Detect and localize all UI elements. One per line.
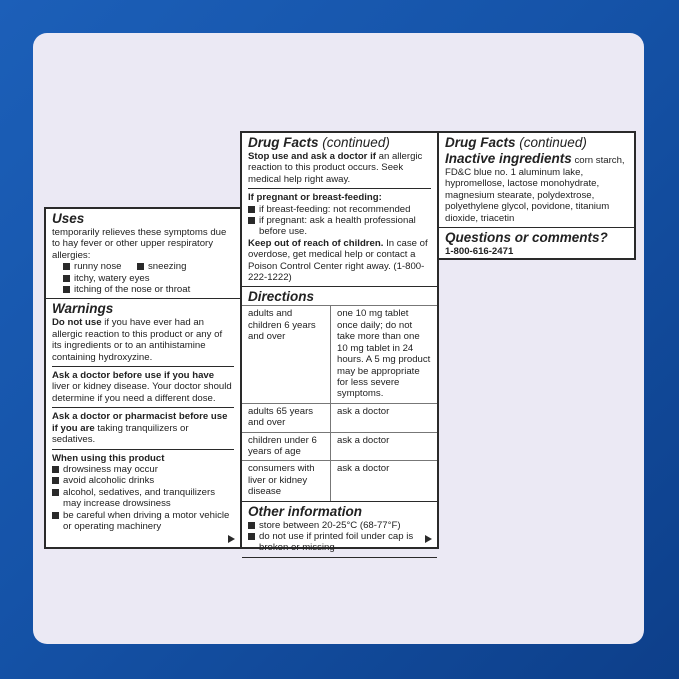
- other-information-section: [242, 502, 437, 558]
- list-item: store between 20-25°C (68-77°F): [248, 520, 431, 531]
- when-using-section: [52, 449, 234, 533]
- bullet-icon: [63, 275, 70, 282]
- bullet-icon: [248, 217, 255, 224]
- uses-bullets: [52, 261, 234, 295]
- do-not-use-text: Do not use if you have ever had an allergic reaction to this product or any of its ingredients or to an antihistamine containing hydroxyzine.: [52, 317, 223, 363]
- list-item: alcohol, sedatives, and tranquilizers may increase drowsiness: [52, 487, 234, 510]
- bullet-icon: [52, 466, 59, 473]
- bullet-icon: [63, 263, 70, 270]
- list-item: itching of the nose or throat: [63, 284, 234, 295]
- list-item: sneezing: [137, 261, 186, 272]
- warnings-heading: Warnings: [52, 301, 114, 317]
- list-item: itchy, watery eyes: [63, 273, 234, 284]
- list-item: if breast-feeding: not recommended: [248, 204, 431, 215]
- stop-use-text: Stop use and ask a doctor if an allergic reaction to this product occurs. Seek medical help right away.: [248, 151, 423, 185]
- when-using-heading: When using this product: [52, 452, 165, 464]
- questions-heading: Questions or comments?: [445, 230, 608, 246]
- table-row: adults and children 6 years and over one 10 mg tablet once daily; do not take more than one 10 mg tablet in 24 hours. A 5 mg product may be appropriate for less severe symptoms.: [242, 306, 437, 403]
- bullet-icon: [52, 477, 59, 484]
- phone-number: 1-800-616-2471: [445, 246, 514, 258]
- drug-facts-panel-middle: [240, 131, 439, 554]
- drug-facts-cont-section: [242, 133, 437, 287]
- ask-doctor-text: Ask a doctor before use if you have liver or kidney disease. Your doctor should determine if you need a different dose.: [52, 366, 234, 404]
- list-item: do not use if printed foil under cap is broken or missing: [248, 531, 431, 554]
- bullet-icon: [248, 206, 255, 213]
- drug-facts-heading: Drug Facts (continued): [445, 135, 587, 150]
- drug-facts-heading: Drug Facts (continued): [248, 135, 390, 150]
- bullet-icon: [248, 522, 255, 529]
- uses-text: temporarily relieves these symptoms due to hay fever or other upper respiratory allergies:: [52, 227, 227, 261]
- list-item: drowsiness may occur: [52, 464, 234, 475]
- continue-arrow-icon: [425, 535, 432, 543]
- directions-table: [242, 305, 437, 500]
- other-information-heading: Other information: [248, 503, 362, 519]
- keep-out-text: Keep out of reach of children. In case of overdose, get medical help or contact a Poison Control Center right away. (1-800-222-1222): [248, 237, 428, 284]
- uses-section: [46, 209, 240, 299]
- pregnant-section: If pregnant or breast-feeding: if breast-feeding: not recommended if pregnant: ask a health professional before use. Keep out of reach of children. In case of overdose, get medical help or contact a Poison Control Center right away. (1-800-222-1222): [248, 188, 431, 283]
- table-row: children under 6 years of age ask a doctor: [242, 432, 437, 461]
- drug-facts-panel-right: [437, 131, 636, 260]
- bullet-icon: [52, 489, 59, 496]
- bullet-icon: [137, 263, 144, 270]
- ask-pharmacist-text: Ask a doctor or pharmacist before use if you are taking tranquilizers or sedatives.: [52, 407, 234, 445]
- directions-heading: Directions: [248, 289, 315, 305]
- inactive-ingredients-text: Inactive ingredients corn starch, FD&C blue no. 1 aluminum lake, hypromellose, lactose monohydrate, magnesium stearate, polydextrose, polyethylene glycol, povidone, titanium dioxide, triacetin: [445, 151, 625, 224]
- uses-heading: Uses: [52, 211, 85, 226]
- table-row: adults 65 years and over ask a doctor: [242, 403, 437, 432]
- questions-section: [439, 228, 634, 260]
- list-item: runny nose: [63, 261, 137, 272]
- list-item: be careful when driving a motor vehicle or operating machinery: [52, 510, 234, 533]
- warnings-section: [46, 299, 240, 535]
- list-item: avoid alcoholic drinks: [52, 475, 234, 486]
- bullet-icon: [52, 512, 59, 519]
- directions-section: [242, 287, 437, 501]
- list-item: if pregnant: ask a health professional before use.: [248, 215, 431, 238]
- continue-arrow-icon: [228, 535, 235, 543]
- bullet-icon: [248, 533, 255, 540]
- bullet-icon: [63, 286, 70, 293]
- drug-facts-panel-left: [44, 207, 242, 549]
- inactive-ingredients-section: [439, 133, 634, 228]
- table-row: consumers with liver or kidney disease ask a doctor: [242, 461, 437, 501]
